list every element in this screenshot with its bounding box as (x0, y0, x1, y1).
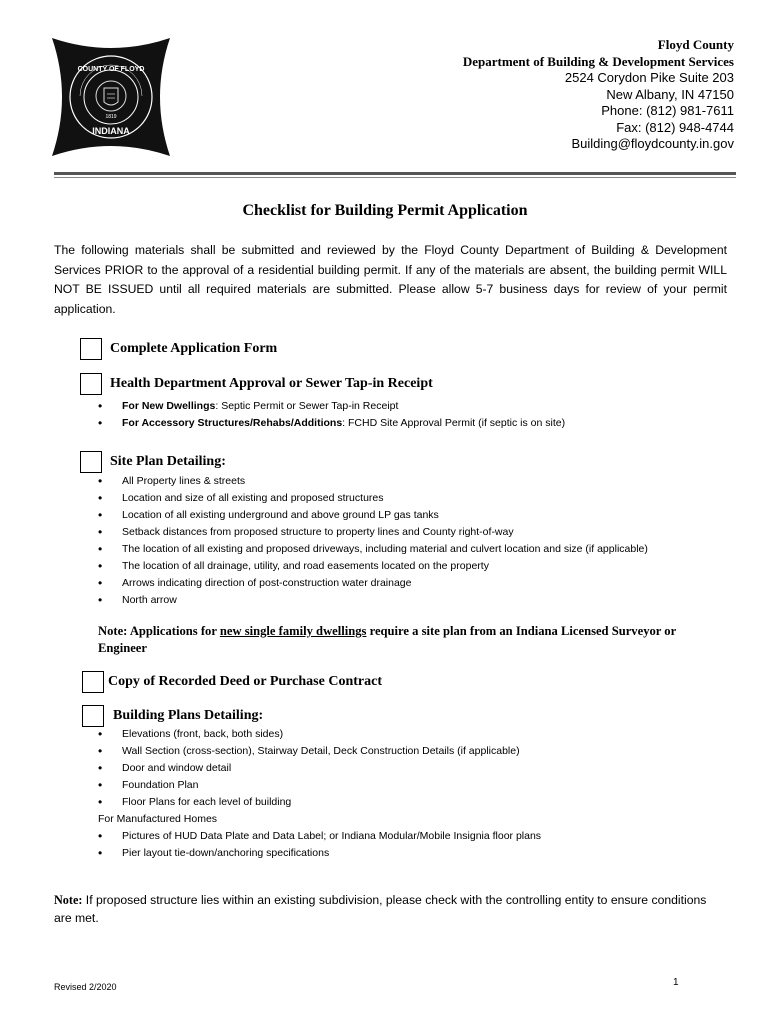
deed-checkbox[interactable] (82, 671, 104, 693)
section-application-label: Complete Application Form (110, 341, 278, 356)
street-address: 2524 Corydon Pike Suite 203 (564, 70, 734, 85)
health-item-label: For New Dwellings (122, 400, 216, 412)
header-divider-thin (54, 177, 736, 178)
section-application (80, 338, 277, 360)
list-item: • Elevations (front, back, both sides) (98, 726, 541, 743)
list-item: • Door and window detail (98, 760, 541, 777)
list-item: • The location of all drainage, utility, and road easements located on the property (98, 558, 648, 575)
list-item: • Arrows indicating direction of post-construction water drainage (98, 575, 648, 592)
site-plan-checkbox[interactable] (80, 451, 102, 473)
list-item: • North arrow (98, 592, 648, 609)
health-item-text: : FCHD Site Approval Permit (if septic is on site) (342, 417, 566, 429)
list-item: • The location of all existing and proposed driveways, including material and culvert location and size (if applicable) (98, 541, 648, 558)
header-divider (54, 172, 736, 175)
section-site-plan-label: Site Plan Detailing: (110, 454, 226, 469)
county-seal-logo (52, 38, 170, 156)
section-site-plan (80, 451, 226, 473)
section-building-plans (82, 705, 263, 727)
note-label: Note: (54, 893, 83, 907)
list-item (98, 398, 565, 415)
county-name: Floyd County (657, 37, 734, 52)
health-item-label: For Accessory Structures/Rehabs/Additions (122, 417, 343, 429)
note-prefix: Note: Applications for (98, 624, 220, 638)
section-health (80, 373, 433, 395)
building-plans-checkbox[interactable] (82, 705, 104, 727)
city-state-zip: New Albany, IN 47150 (606, 86, 734, 102)
phone-number: Phone: (812) 981-7611 (601, 103, 734, 118)
health-item-text: : Septic Permit or Sewer Tap-in Receipt (215, 400, 399, 412)
section-health-label: Health Department Approval or Sewer Tap-in Receipt (110, 376, 433, 391)
svg-text:1819: 1819 (105, 114, 117, 120)
manufactured-homes-label: For Manufactured Homes (98, 813, 218, 825)
building-plans-list (98, 726, 541, 862)
list-item: • Pictures of HUD Data Plate and Data Label; or Indiana Modular/Mobile Insignia floor plans (98, 828, 541, 845)
section-deed-label: Copy of Recorded Deed or Purchase Contract (108, 674, 382, 689)
svg-text:COUNTY OF FLOYD: COUNTY OF FLOYD (77, 66, 145, 73)
page-number: 1 (673, 977, 679, 988)
document-title: Checklist for Building Permit Application (242, 202, 528, 219)
list-item: • Wall Section (cross-section), Stairway Detail, Deck Construction Details (if applicable) (98, 743, 541, 760)
health-list (98, 398, 565, 432)
section-deed (82, 671, 382, 693)
site-plan-list (98, 473, 648, 609)
department-header (463, 37, 734, 153)
note-text: If proposed structure lies within an existing subdivision, please check with the controlling entity to ensure conditions are met. (54, 893, 707, 925)
revision-date: Revised 2/2020 (54, 982, 117, 992)
subdivision-note (54, 891, 714, 927)
list-item: • Floor Plans for each level of building (98, 794, 541, 811)
section-building-plans-label: Building Plans Detailing: (113, 708, 264, 723)
fax-number: Fax: (812) 948-4744 (616, 119, 734, 135)
list-item: • All Property lines & streets (98, 473, 648, 490)
site-plan-note (98, 623, 698, 657)
svg-text:INDIANA: INDIANA (92, 126, 130, 136)
list-item: • Setback distances from proposed structure to property lines and County right-of-way (98, 524, 648, 541)
list-item (98, 415, 565, 432)
email-address[interactable]: Building@floydcounty.in.gov (571, 136, 734, 151)
list-item: • Location of all existing underground and above ground LP gas tanks (98, 507, 648, 524)
list-item: • Pier layout tie-down/anchoring specifications (98, 845, 541, 862)
department-name: Department of Building & Development Services (462, 53, 734, 69)
health-checkbox[interactable] (80, 373, 102, 395)
application-checkbox[interactable] (80, 338, 102, 360)
list-item: • Location and size of all existing and proposed structures (98, 490, 648, 507)
note-suffix: require a site plan from an Indiana Licensed Surveyor or Engineer (98, 624, 676, 655)
intro-paragraph: The following materials shall be submitted and reviewed by the Floyd County Department of Building & Development Services PRIOR to the approval of a residential building permit. If any of the materials are absent, the building permit WILL NOT BE ISSUED until all required materials are submitted. Please allow 5-7 business days for review of your permit application. (54, 243, 727, 316)
list-item: • Foundation Plan (98, 777, 541, 794)
note-underlined: new single family dwellings (219, 624, 367, 638)
